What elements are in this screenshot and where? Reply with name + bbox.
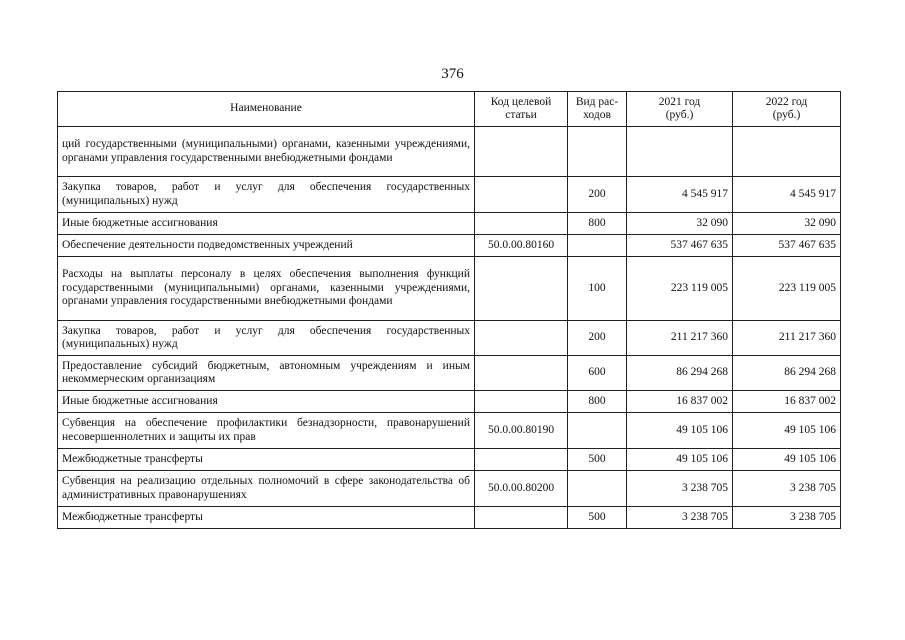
budget-table bbox=[57, 91, 841, 529]
cell-name: Обеспечение деятельности подведомственных учреждений bbox=[58, 235, 475, 257]
table-header bbox=[58, 92, 841, 127]
cell-2021: 4 545 917 bbox=[627, 177, 733, 213]
header-code bbox=[475, 92, 568, 127]
cell-2022: 32 090 bbox=[733, 213, 841, 235]
cell-2022: 537 467 635 bbox=[733, 235, 841, 257]
cell-name: Расходы на выплаты персоналу в целях обеспечения выполнения функций государственными (муниципальными) органами, казенными учреждениями, органами управления государственными внебюджетными фондами bbox=[58, 257, 475, 321]
cell-kind: 100 bbox=[568, 257, 627, 321]
header-2022-line-2: (руб.) bbox=[772, 109, 801, 121]
cell-2022: 4 545 917 bbox=[733, 177, 841, 213]
cell-code bbox=[475, 127, 568, 177]
table-row bbox=[58, 391, 841, 413]
cell-kind: 600 bbox=[568, 356, 627, 391]
cell-name: Иные бюджетные ассигнования bbox=[58, 213, 475, 235]
cell-2021: 3 238 705 bbox=[627, 471, 733, 507]
cell-2021: 16 837 002 bbox=[627, 391, 733, 413]
cell-2022: 211 217 360 bbox=[733, 321, 841, 356]
cell-kind: 800 bbox=[568, 391, 627, 413]
cell-kind bbox=[568, 471, 627, 507]
header-row bbox=[58, 92, 841, 127]
header-kind-line-1: Вид рас- bbox=[575, 95, 619, 108]
cell-kind bbox=[568, 127, 627, 177]
header-code-line-2: статьи bbox=[505, 109, 537, 121]
cell-2021: 537 467 635 bbox=[627, 235, 733, 257]
cell-2021: 32 090 bbox=[627, 213, 733, 235]
table-row bbox=[58, 177, 841, 213]
cell-code: 50.0.00.80190 bbox=[475, 413, 568, 449]
table-body bbox=[58, 127, 841, 529]
cell-2022: 49 105 106 bbox=[733, 413, 841, 449]
cell-name: Субвенция на обеспечение профилактики безнадзорности, правонарушений несовершеннолетних и защиты их прав bbox=[58, 413, 475, 449]
cell-name: Межбюджетные трансферты bbox=[58, 449, 475, 471]
header-2021-line-1: 2021 год bbox=[658, 95, 701, 108]
header-name: Наименование bbox=[58, 92, 475, 127]
cell-kind: 500 bbox=[568, 449, 627, 471]
table-row bbox=[58, 235, 841, 257]
page-number: 376 bbox=[441, 66, 464, 82]
cell-2021 bbox=[627, 127, 733, 177]
table-row bbox=[58, 471, 841, 507]
table-row bbox=[58, 356, 841, 391]
cell-name: Закупка товаров, работ и услуг для обеспечения государственных (муниципальных) нужд bbox=[58, 321, 475, 356]
cell-2021: 3 238 705 bbox=[627, 507, 733, 529]
cell-code bbox=[475, 449, 568, 471]
cell-code bbox=[475, 507, 568, 529]
cell-kind bbox=[568, 413, 627, 449]
table-row bbox=[58, 213, 841, 235]
header-2021 bbox=[627, 92, 733, 127]
cell-code bbox=[475, 391, 568, 413]
cell-code bbox=[475, 257, 568, 321]
cell-name: Субвенция на реализацию отдельных полномочий в сфере законодательства об административных правонарушениях bbox=[58, 471, 475, 507]
cell-kind: 200 bbox=[568, 177, 627, 213]
header-kind bbox=[568, 92, 627, 127]
cell-2021: 86 294 268 bbox=[627, 356, 733, 391]
cell-kind: 500 bbox=[568, 507, 627, 529]
table-row bbox=[58, 413, 841, 449]
cell-2021: 223 119 005 bbox=[627, 257, 733, 321]
cell-2021: 211 217 360 bbox=[627, 321, 733, 356]
header-kind-line-2: ходов bbox=[583, 109, 611, 121]
cell-2022: 223 119 005 bbox=[733, 257, 841, 321]
header-code-line-1: Код целевой bbox=[490, 95, 552, 108]
cell-code bbox=[475, 356, 568, 391]
cell-2022: 3 238 705 bbox=[733, 471, 841, 507]
cell-code bbox=[475, 213, 568, 235]
table-row bbox=[58, 507, 841, 529]
header-2022 bbox=[733, 92, 841, 127]
cell-2022 bbox=[733, 127, 841, 177]
table-row bbox=[58, 257, 841, 321]
cell-code: 50.0.00.80200 bbox=[475, 471, 568, 507]
cell-2021: 49 105 106 bbox=[627, 449, 733, 471]
cell-2021: 49 105 106 bbox=[627, 413, 733, 449]
cell-name: Межбюджетные трансферты bbox=[58, 507, 475, 529]
cell-name: ций государственными (муниципальными) органами, казенными учреждениями, органами управления государственными внебюджетными фондами bbox=[58, 127, 475, 177]
cell-kind: 800 bbox=[568, 213, 627, 235]
cell-2022: 3 238 705 bbox=[733, 507, 841, 529]
cell-kind bbox=[568, 235, 627, 257]
cell-code bbox=[475, 177, 568, 213]
cell-name: Иные бюджетные ассигнования bbox=[58, 391, 475, 413]
cell-name: Предоставление субсидий бюджетным, автономным учреждениям и иным некоммерческим организациям bbox=[58, 356, 475, 391]
cell-2022: 86 294 268 bbox=[733, 356, 841, 391]
cell-2022: 49 105 106 bbox=[733, 449, 841, 471]
cell-kind: 200 bbox=[568, 321, 627, 356]
table-row bbox=[58, 127, 841, 177]
table-row bbox=[58, 321, 841, 356]
cell-code bbox=[475, 321, 568, 356]
header-2021-line-2: (руб.) bbox=[665, 109, 694, 121]
cell-code: 50.0.00.80160 bbox=[475, 235, 568, 257]
cell-name: Закупка товаров, работ и услуг для обеспечения государственных (муниципальных) нужд bbox=[58, 177, 475, 213]
cell-2022: 16 837 002 bbox=[733, 391, 841, 413]
header-2022-line-1: 2022 год bbox=[765, 95, 808, 108]
table-row bbox=[58, 449, 841, 471]
